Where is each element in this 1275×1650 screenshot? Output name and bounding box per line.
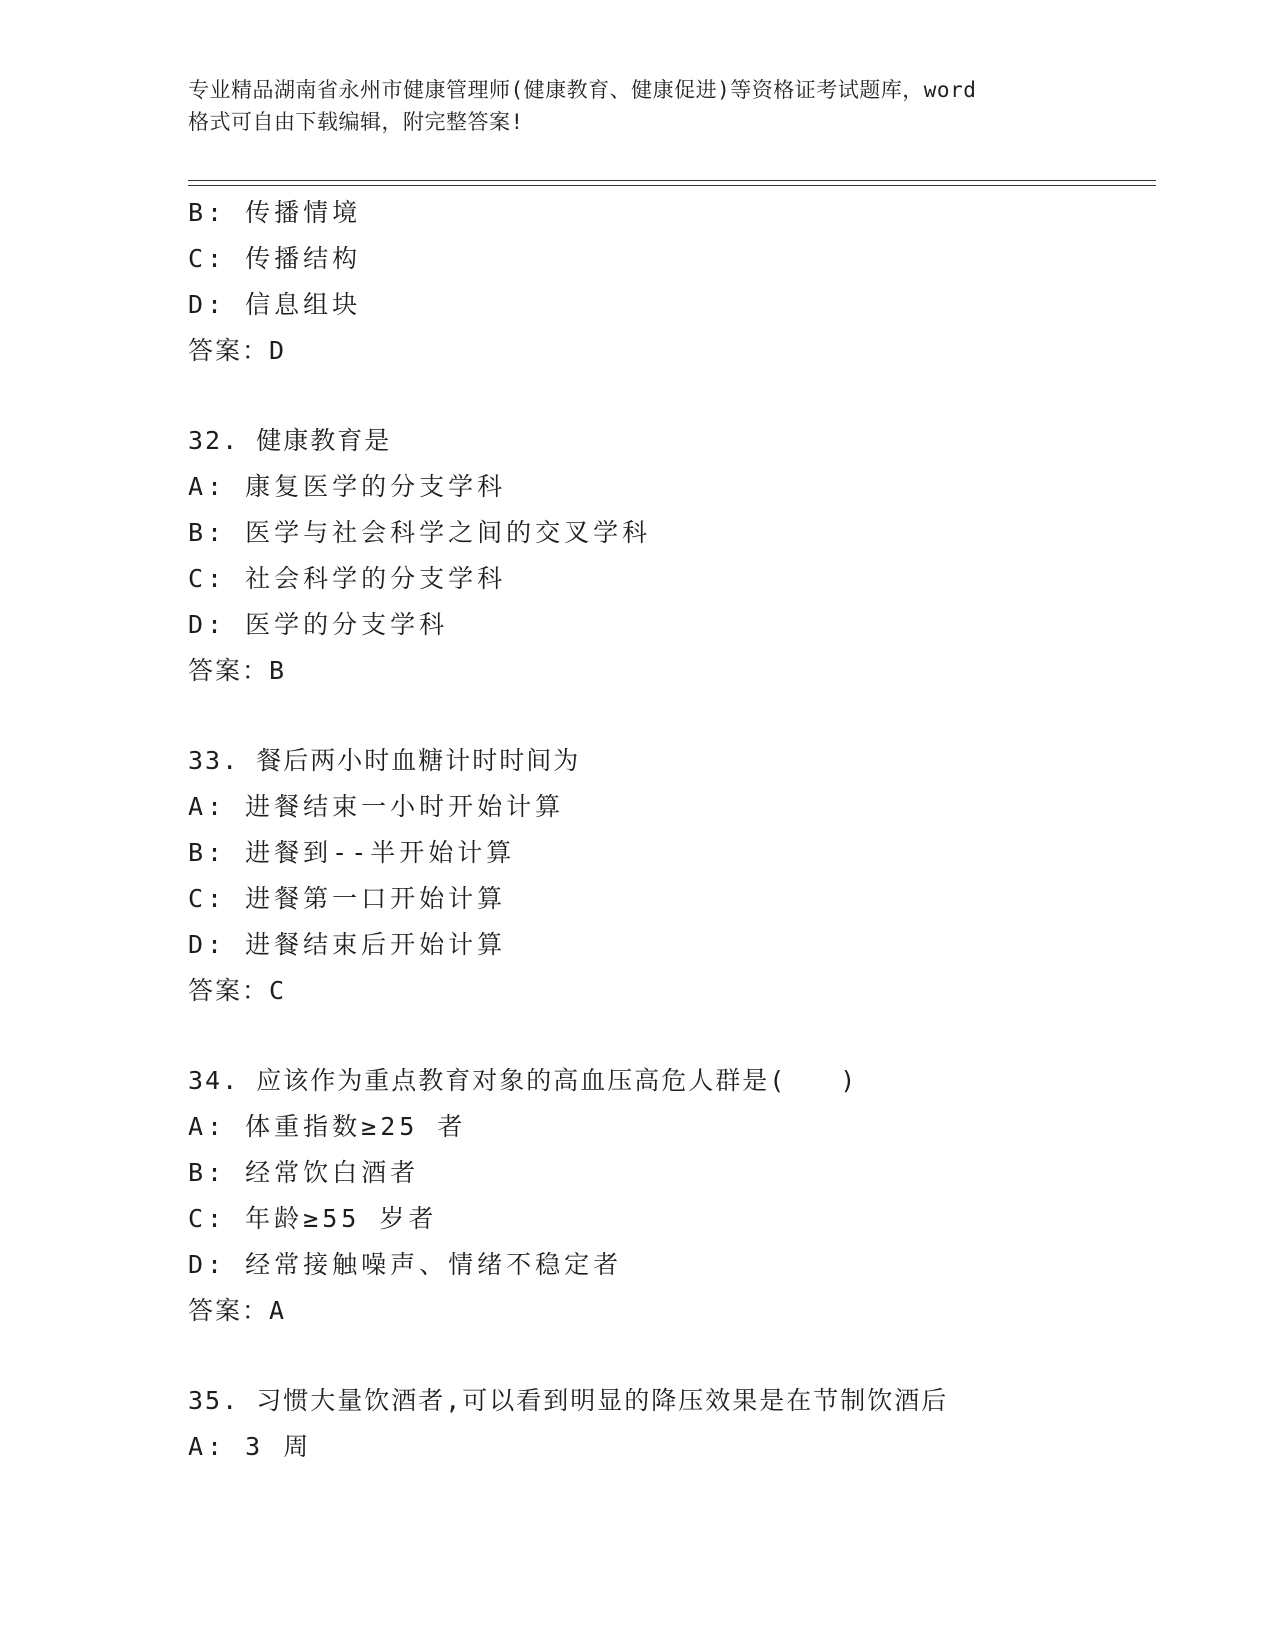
answer-line: 答案：D (188, 336, 287, 365)
document-header (188, 74, 1088, 138)
spacer (188, 374, 1156, 418)
option-a: A: 体重指数≥25 者 (188, 1112, 467, 1141)
header-line-2: 格式可自由下载编辑，附完整答案! (188, 110, 524, 134)
header-divider-bottom (188, 185, 1156, 186)
question-title: 34. 应该作为重点教育对象的高血压高危人群是( ) (188, 1066, 858, 1095)
option-a: A: 康复医学的分支学科 (188, 472, 507, 501)
option-a: A: 3 周 (188, 1432, 313, 1461)
option-c: C: 年龄≥55 岁者 (188, 1204, 438, 1233)
answer-line: 答案：C (188, 976, 287, 1005)
question-title: 32. 健康教育是 (188, 426, 392, 455)
option-d: D: 经常接触噪声、情绪不稳定者 (188, 1250, 623, 1279)
option-b: B: 经常饮白酒者 (188, 1158, 420, 1187)
option-c: C: 传播结构 (188, 244, 362, 273)
header-divider-top (188, 180, 1156, 181)
question-31-continued (188, 190, 1156, 374)
option-c: C: 进餐第一口开始计算 (188, 884, 507, 913)
spacer (188, 694, 1156, 738)
question-title: 33. 餐后两小时血糖计时时间为 (188, 746, 581, 775)
option-a: A: 进餐结束一小时开始计算 (188, 792, 565, 821)
question-title: 35. 习惯大量饮酒者,可以看到明显的降压效果是在节制饮酒后 (188, 1386, 949, 1415)
question-33 (188, 738, 1156, 1014)
option-d: D: 进餐结束后开始计算 (188, 930, 507, 959)
option-b: B: 医学与社会科学之间的交叉学科 (188, 518, 652, 547)
header-line-1: 专业精品湖南省永州市健康管理师(健康教育、健康促进)等资格证考试题库，word (188, 78, 977, 102)
question-32 (188, 418, 1156, 694)
option-d: D: 医学的分支学科 (188, 610, 449, 639)
option-b: B: 传播情境 (188, 198, 362, 227)
answer-line: 答案：B (188, 656, 287, 685)
spacer (188, 1014, 1156, 1058)
option-c: C: 社会科学的分支学科 (188, 564, 507, 593)
option-b: B: 进餐到--半开始计算 (188, 838, 516, 867)
answer-line: 答案：A (188, 1296, 287, 1325)
spacer (188, 1334, 1156, 1378)
question-list (188, 190, 1156, 1470)
question-34 (188, 1058, 1156, 1334)
option-d: D: 信息组块 (188, 290, 362, 319)
question-35 (188, 1378, 1156, 1470)
